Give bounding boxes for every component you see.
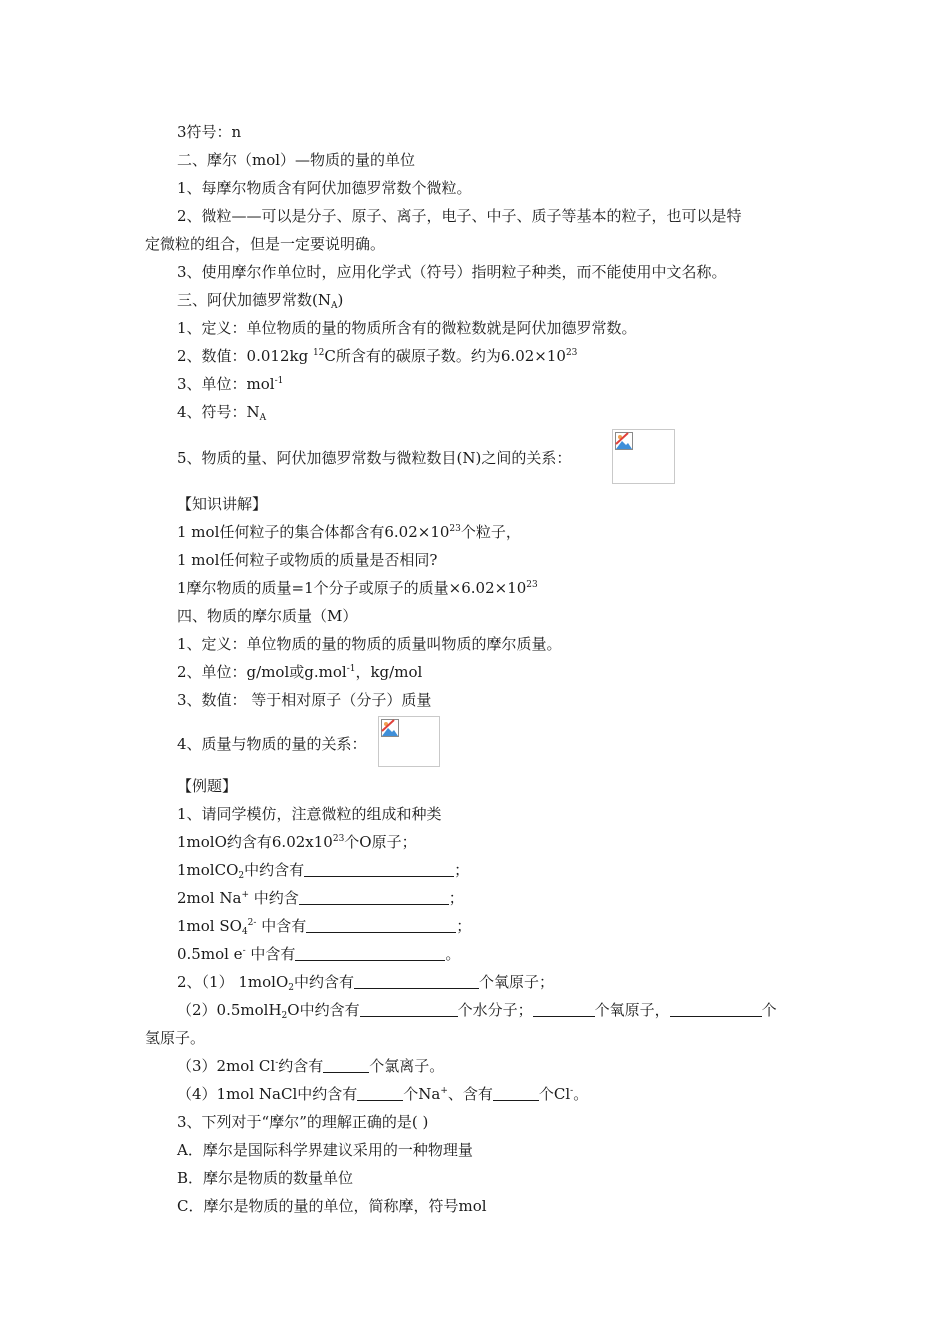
exercise-line: [177, 1084, 588, 1104]
choice-text: B．摩尔是物质的数量单位: [177, 1169, 354, 1187]
heading-text: 【知识讲解】: [177, 495, 268, 513]
section-heading-4: [177, 606, 357, 626]
exercise-line: [177, 944, 460, 964]
answer-blank[interactable]: [323, 1058, 369, 1073]
paragraph-text: 2、单位：g/mol或g.mol: [177, 663, 347, 681]
text-line: [177, 178, 472, 198]
text-line: [177, 634, 562, 654]
exercise-line: [177, 888, 464, 908]
choice-c: [177, 1196, 487, 1216]
paragraph-text: 1 mol任何粒子或物质的质量是否相同?: [177, 551, 438, 569]
paragraph-text: O中约含有: [287, 1001, 360, 1019]
heading-text: 四、物质的摩尔质量（M）: [177, 607, 358, 625]
answer-blank[interactable]: [360, 1002, 458, 1017]
text-line: [177, 662, 422, 682]
paragraph-text: 个水分子；: [457, 1001, 533, 1019]
question-stem: [177, 1112, 428, 1132]
heading-text: 【例题】: [177, 777, 238, 795]
paragraph-text: （3）2mol Cl: [177, 1057, 276, 1075]
paragraph-text: 3、使用摩尔作单位时，应用化学式（符号）指明粒子种类，而不能使用中文名称。: [177, 263, 727, 281]
subscript: 2: [288, 983, 294, 993]
paragraph-text: （2）0.5molH: [177, 1001, 282, 1019]
paragraph-text: 1mol SO: [177, 917, 242, 935]
exercise-line: [177, 1000, 777, 1020]
superscript: -1: [274, 376, 284, 386]
paragraph-text: 个Cl: [538, 1085, 571, 1103]
paragraph-text: （4）1mol NaCl中约含有: [177, 1085, 358, 1103]
paragraph-text: 中约含有: [293, 973, 354, 991]
paragraph-text: 定微粒的组合，但是一定要说明确。: [145, 235, 386, 253]
paragraph-text: 2、数值：0.012kg: [177, 347, 313, 365]
paragraph-text: 5、物质的量、阿伏加德罗常数与微粒数目(N)之间的关系：: [177, 449, 572, 467]
superscript: 23: [526, 580, 538, 590]
paragraph-text: 。: [573, 1085, 589, 1103]
answer-blank[interactable]: [354, 974, 479, 989]
paragraph-text: 1molCO: [177, 861, 239, 879]
superscript: +: [440, 1086, 448, 1096]
subscript: 4: [241, 927, 248, 937]
paragraph-text: 个粒子，: [460, 523, 521, 541]
exercise-line: [177, 972, 554, 992]
paragraph-text: 1、定义：单位物质的量的物质所含有的微粒数就是阿伏加德罗常数。: [177, 319, 637, 337]
heading-text: ): [337, 291, 344, 309]
paragraph-text: 中含有: [256, 917, 307, 935]
paragraph-text: 4、符号：N: [177, 403, 260, 421]
paragraph-text: ，kg/mol: [355, 663, 423, 681]
answer-blank[interactable]: [295, 946, 445, 961]
paragraph-text: 中约含有: [244, 861, 305, 879]
subscript: 2: [281, 1011, 288, 1021]
exercise-line: [177, 916, 471, 936]
paragraph-text: 、含有: [447, 1085, 493, 1103]
text-line: [177, 690, 431, 710]
subscript: A: [259, 413, 267, 423]
paragraph-text: 个Na: [403, 1085, 441, 1103]
subscript: A: [330, 301, 338, 311]
section-heading-2: [177, 150, 415, 170]
paragraph-text: 中含有: [245, 945, 296, 963]
answer-blank[interactable]: [306, 918, 456, 933]
paragraph-text: 1molO约含有6.02x10: [177, 833, 333, 851]
paragraph-text: C所含有的碳原子数。约为6.02×10: [324, 347, 566, 365]
paragraph-text: 1摩尔物质的质量=1个分子或原子的质量×6.02×10: [177, 579, 527, 597]
superscript: +: [241, 890, 249, 900]
paragraph-text: ；: [454, 861, 470, 879]
answer-blank[interactable]: [357, 1086, 403, 1101]
subscript: 2: [238, 871, 245, 881]
text-line: [145, 1028, 205, 1048]
text-line: [177, 374, 283, 394]
paragraph-text: 中约含: [248, 889, 299, 907]
paragraph-text: 2、微粒——可以是分子、原子、离子，电子、中子、质子等基本的粒子，也可以是特: [177, 207, 742, 225]
answer-blank[interactable]: [304, 862, 454, 877]
text-line: [177, 550, 437, 570]
text-line: [177, 578, 538, 598]
text-line: [177, 346, 577, 366]
choice-text: C．摩尔是物质的量的单位，简称摩，符号mol: [177, 1197, 487, 1215]
text-line: [177, 734, 367, 754]
paragraph-text: 3、数值： 等于相对原子（分子）质量: [177, 691, 432, 709]
paragraph-text: ；: [448, 889, 464, 907]
paragraph-text: 0.5mol e: [177, 945, 243, 963]
text-line: [177, 448, 571, 468]
paragraph-text: 个氧原子；: [479, 973, 555, 991]
answer-blank[interactable]: [533, 1002, 595, 1017]
section-heading-knowledge: [177, 494, 267, 514]
choice-a: [177, 1140, 473, 1160]
superscript: -: [570, 1086, 574, 1096]
text-line: [177, 122, 241, 142]
superscript: 23: [332, 834, 345, 844]
superscript: 2-: [247, 918, 257, 928]
text-line: [177, 522, 521, 542]
formula-image-1: [612, 429, 675, 484]
paragraph-text: 个氧原子，: [594, 1001, 670, 1019]
paragraph-text: 3、单位：mol: [177, 375, 275, 393]
superscript: -: [242, 946, 246, 956]
superscript: 23: [565, 348, 578, 358]
text-line: [177, 206, 742, 226]
paragraph-text: 3、下列对于“摩尔”的理解正确的是( ): [177, 1113, 429, 1131]
choice-text: A．摩尔是国际科学界建议采用的一种物理量: [177, 1141, 473, 1159]
superscript: 12: [312, 348, 325, 358]
text-line: [177, 262, 727, 282]
text-line: [177, 318, 637, 338]
answer-blank[interactable]: [299, 890, 449, 905]
paragraph-text: 1、每摩尔物质含有阿伏加德罗常数个微粒。: [177, 179, 472, 197]
exercise-line: [177, 1056, 444, 1076]
text-line: [145, 234, 385, 254]
paragraph-text: 约含有: [278, 1057, 324, 1075]
paragraph-text: 个氯离子。: [369, 1057, 445, 1075]
paragraph-text: 个O原子；: [344, 833, 417, 851]
heading-text: 二、摩尔（mol）—物质的量的单位: [177, 151, 416, 169]
exercise-line: [177, 860, 469, 880]
paragraph-text: 4、质量与物质的量的关系：: [177, 735, 367, 753]
text-line: [177, 804, 442, 824]
paragraph-text: 。: [445, 945, 461, 963]
paragraph-text: 1、定义：单位物质的量的物质的质量叫物质的摩尔质量。: [177, 635, 562, 653]
section-heading-examples: [177, 776, 237, 796]
formula-image-2: [378, 716, 440, 767]
text-line: [177, 832, 417, 852]
paragraph-text: 1 mol任何粒子的集合体都含有6.02×10: [177, 523, 450, 541]
answer-blank[interactable]: [493, 1086, 539, 1101]
superscript: -1: [346, 664, 356, 674]
paragraph-text: 2mol Na: [177, 889, 242, 907]
answer-blank[interactable]: [670, 1002, 762, 1017]
paragraph-text: 氢原子。: [145, 1029, 206, 1047]
superscript: 23: [449, 524, 461, 534]
heading-text: 三、阿伏加德罗常数(N: [177, 291, 331, 309]
superscript: -: [275, 1058, 279, 1068]
paragraph-text: 个: [761, 1001, 777, 1019]
paragraph-text: 1、请同学模仿，注意微粒的组成和种类: [177, 805, 442, 823]
choice-b: [177, 1168, 353, 1188]
section-heading-3: [177, 290, 343, 310]
symbol-n: 3符号：n: [177, 123, 242, 141]
paragraph-text: 2、（1） 1molO: [177, 973, 289, 991]
paragraph-text: ；: [456, 917, 472, 935]
text-line: [177, 402, 266, 422]
